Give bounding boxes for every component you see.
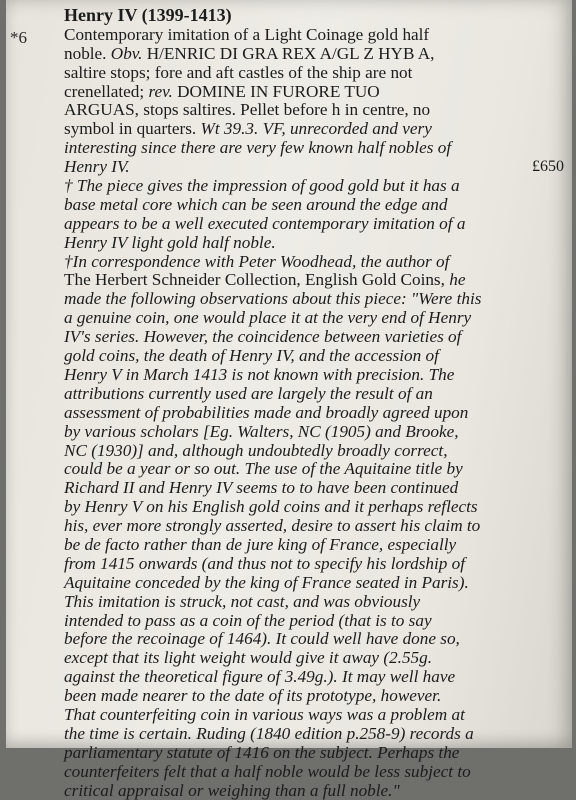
text-line-content — [64, 233, 276, 252]
text-line-content — [64, 384, 433, 403]
text-span: noble. — [64, 43, 111, 63]
text-span: except that its light weight would give it away (2.55g. — [64, 648, 433, 668]
text-line-content — [64, 762, 471, 781]
text-span: †In correspondence with Peter Woodhead, the author of — [64, 251, 450, 271]
lot-description — [64, 6, 570, 800]
text-span: could be a year or so out. The use of the Aquitaine title by — [64, 459, 463, 479]
text-span: Obv. — [110, 43, 143, 63]
text-line-content — [64, 365, 454, 384]
text-line-content — [64, 743, 459, 762]
text-line — [64, 423, 570, 442]
text-line-content — [64, 289, 481, 308]
text-line — [64, 536, 570, 555]
text-span: ARGUAS, stops saltires. Pellet before h in centre, no — [64, 100, 431, 120]
text-span: This imitation is struck, not cast, and was obviously — [64, 591, 421, 611]
lot-heading: Henry IV (1399-1413) — [64, 5, 232, 25]
text-line-content — [64, 781, 400, 800]
text-line-content — [64, 176, 460, 195]
text-span: † The piece gives the impression of good gold but it has a — [64, 176, 460, 196]
text-line-content — [64, 648, 432, 667]
text-span: by Henry V on his English gold coins and it perhaps reflects — [64, 497, 478, 517]
text-line — [64, 630, 570, 649]
text-line — [64, 366, 570, 385]
text-line — [64, 215, 570, 234]
text-line — [64, 196, 570, 215]
text-span: appears to be a well executed contemporary imitation of a — [64, 213, 466, 233]
text-span: he — [449, 270, 466, 290]
text-line — [64, 328, 570, 347]
text-span: a genuine coin, one would place it at the very end of Henry — [64, 308, 472, 328]
price-estimate: £650 — [532, 158, 564, 176]
text-line-content — [64, 441, 448, 460]
text-line — [64, 612, 570, 631]
text-span: crenellated; — [64, 81, 149, 101]
text-line — [64, 158, 570, 177]
text-line-content — [64, 667, 455, 686]
text-span: from 1415 onwards (and thus not to specify his lordship of — [64, 553, 466, 573]
text-span: critical appraisal or weighing than a full noble." — [64, 780, 400, 800]
text-line-content — [64, 25, 429, 44]
text-line — [64, 139, 570, 158]
text-line-content — [64, 346, 439, 365]
text-span: assessment of probabilities made and broadly agreed upon — [64, 402, 469, 422]
text-line — [64, 593, 570, 612]
text-line — [64, 668, 570, 687]
text-line-content — [64, 516, 480, 535]
text-span: Contemporary imitation of a Light Coinage gold half — [64, 24, 430, 44]
text-span: Aquitaine conceded by the king of France seated in Paris). — [64, 572, 469, 592]
text-line — [64, 782, 570, 800]
text-line-content — [64, 422, 459, 441]
text-span: attributions currently used are largely the result of an — [64, 383, 433, 403]
text-line — [64, 290, 570, 309]
text-line-content — [64, 63, 412, 82]
text-line — [64, 574, 570, 593]
text-span: base metal core which can be seen around the edge and — [64, 194, 448, 214]
text-line — [64, 120, 570, 139]
text-span: saltire stops; fore and aft castles of the ship are not — [64, 62, 413, 82]
text-line-content — [64, 44, 434, 63]
text-line — [64, 479, 570, 498]
text-line-content — [64, 158, 130, 177]
text-line-content — [64, 573, 469, 592]
text-line-content — [64, 252, 449, 271]
text-span: Richard II and Henry IV seems to to have been continued — [64, 478, 459, 498]
text-line-content — [64, 214, 465, 233]
text-line — [64, 744, 570, 763]
text-span: Henry IV. — [64, 157, 130, 177]
text-line — [64, 347, 570, 366]
text-line-content — [64, 327, 461, 346]
text-span: by various scholars [Eg. Walters, NC (1905) and Brooke, — [64, 421, 459, 441]
text-line-content — [64, 497, 478, 516]
text-line-content — [64, 705, 465, 724]
text-span: gold coins, the death of Henry IV, and the accession of — [64, 346, 439, 366]
text-span: been made nearer to the date of its prototype, however. — [64, 686, 442, 706]
lot-number: *6 — [10, 28, 27, 47]
text-line — [64, 64, 570, 83]
text-line-content — [64, 592, 420, 611]
text-span: parliamentary statute of 1416 on the subject. Perhaps the — [64, 742, 460, 762]
text-span: his, ever more strongly asserted, desire to assert his claim to — [64, 516, 481, 536]
text-line — [64, 498, 570, 517]
text-span: Henry V in March 1413 is not known with precision. The — [64, 364, 455, 384]
text-line-content — [64, 308, 471, 327]
text-line — [64, 271, 570, 290]
text-line — [64, 442, 570, 461]
text-line-content — [64, 535, 456, 554]
text-span: made the following observations about this piece: "Were this — [64, 289, 482, 309]
text-line-content — [64, 403, 468, 422]
text-span: NC (1930)] and, although undoubtedly broadly correct, — [64, 440, 448, 460]
text-line — [64, 309, 570, 328]
text-span: intended to pass as a coin of the period (that is to say — [64, 610, 432, 630]
text-span: DOMINE IN FURORE TUO — [172, 81, 380, 101]
text-line — [64, 83, 570, 102]
text-line-content — [64, 459, 463, 478]
text-line — [64, 725, 570, 744]
text-span: IV's series. However, the coincidence between varieties of — [64, 327, 462, 347]
catalogue-page — [6, 0, 572, 800]
text-line-content — [64, 611, 432, 630]
text-line — [64, 101, 570, 120]
text-line — [64, 517, 570, 536]
text-line — [64, 649, 570, 668]
text-span: be de facto rather than de jure king of France, especially — [64, 534, 457, 554]
text-span: the time is certain. Ruding (1840 edition p.258-9) records a — [64, 723, 474, 743]
text-line-content — [64, 195, 447, 214]
text-span: rev. — [148, 81, 173, 101]
text-line — [64, 234, 570, 253]
text-line-content — [64, 686, 441, 705]
text-line-content — [64, 629, 460, 648]
text-line — [64, 26, 570, 45]
text-line — [64, 404, 570, 423]
text-span: counterfeiters felt that a half noble would be less subject to — [64, 761, 471, 781]
text-line-content — [64, 554, 465, 573]
text-span: The Herbert Schneider Collection, English Gold Coins, — [64, 270, 450, 290]
text-span: against the theoretical figure of 3.49g.). It may well have — [64, 667, 456, 687]
text-line-content — [64, 138, 451, 157]
text-line-content — [64, 478, 458, 497]
text-line-content — [64, 119, 432, 138]
text-line — [64, 555, 570, 574]
text-span: before the recoinage of 1464). It could well have done so, — [64, 629, 460, 649]
text-line-content — [64, 82, 380, 101]
text-line — [64, 763, 570, 782]
text-span: symbol in quarters. — [64, 119, 201, 139]
text-line-content — [64, 270, 465, 289]
text-span: That counterfeiting coin in various ways was a problem at — [64, 704, 465, 724]
text-span: H/ENRIC DI GRA REX A/GL Z HYB A, — [142, 43, 435, 63]
text-line-content — [64, 100, 430, 119]
text-line-content — [64, 724, 474, 743]
text-line — [64, 385, 570, 404]
text-line — [64, 253, 570, 272]
text-line — [64, 687, 570, 706]
text-span: Henry IV light gold half noble. — [64, 232, 276, 252]
text-line — [64, 177, 570, 196]
text-line — [64, 706, 570, 725]
text-span: interesting since there are very few known half nobles of — [64, 138, 452, 158]
text-line — [64, 460, 570, 479]
text-line — [64, 45, 570, 64]
text-span: Wt 39.3. VF, unrecorded and very — [200, 119, 432, 139]
